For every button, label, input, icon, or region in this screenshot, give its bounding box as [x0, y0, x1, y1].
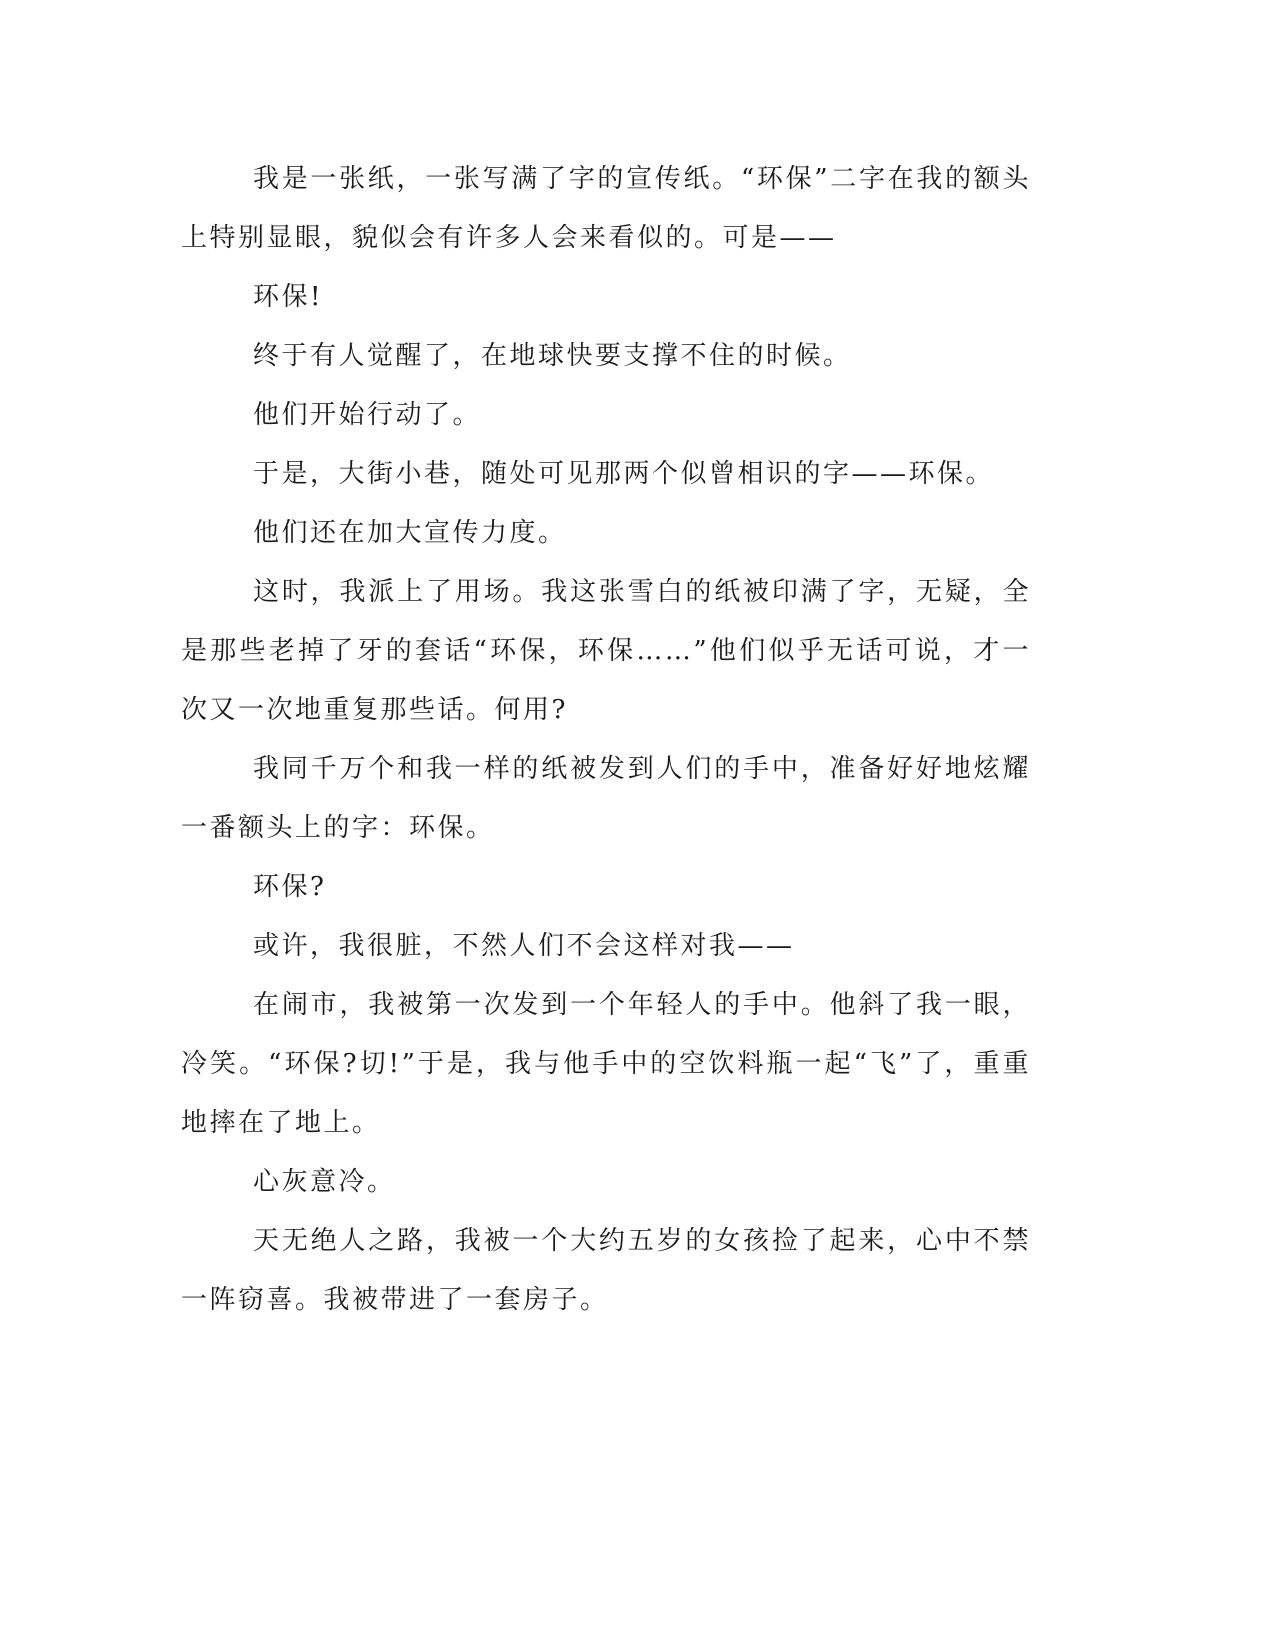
paragraph: 或许，我很脏，不然人们不会这样对我——	[253, 931, 795, 961]
paragraph: 他们还在加大宣传力度。	[253, 518, 567, 548]
paragraph: 终于有人觉醒了，在地球快要支撑不住的时候。	[253, 341, 852, 371]
paragraph: 天无绝人之路，我被一个大约五岁的女孩捡了起来，心中不禁一阵窃喜。我被带进了一套房子。	[181, 1226, 1031, 1315]
paragraph: 在闹市，我被第一次发到一个年轻人的手中。他斜了我一眼，冷笑。“环保?切!”于是，我与他手中的空饮料瓶一起“飞”了，重重地摔在了地上。	[181, 990, 1031, 1138]
paragraph: 我同千万个和我一样的纸被发到人们的手中，准备好好地炫耀一番额头上的字：环保。	[181, 754, 1031, 843]
paragraph: 于是，大街小巷，随处可见那两个似曾相识的字——环保。	[253, 459, 995, 489]
paragraph: 他们开始行动了。	[253, 400, 482, 430]
paragraph: 环保?	[253, 872, 327, 902]
paragraph: 心灰意冷。	[253, 1167, 396, 1197]
paragraph: 我是一张纸，一张写满了字的宣传纸。“环保”二字在我的额头上特别显眼，貌似会有许多人会来看似的。可是——	[181, 164, 1031, 253]
paragraph: 环保!	[253, 282, 323, 312]
paragraph: 这时，我派上了用场。我这张雪白的纸被印满了字，无疑，全是那些老掉了牙的套话“环保，环保……”他们似乎无话可说，才一次又一次地重复那些话。何用?	[181, 577, 1031, 725]
document-body	[181, 150, 1031, 1330]
